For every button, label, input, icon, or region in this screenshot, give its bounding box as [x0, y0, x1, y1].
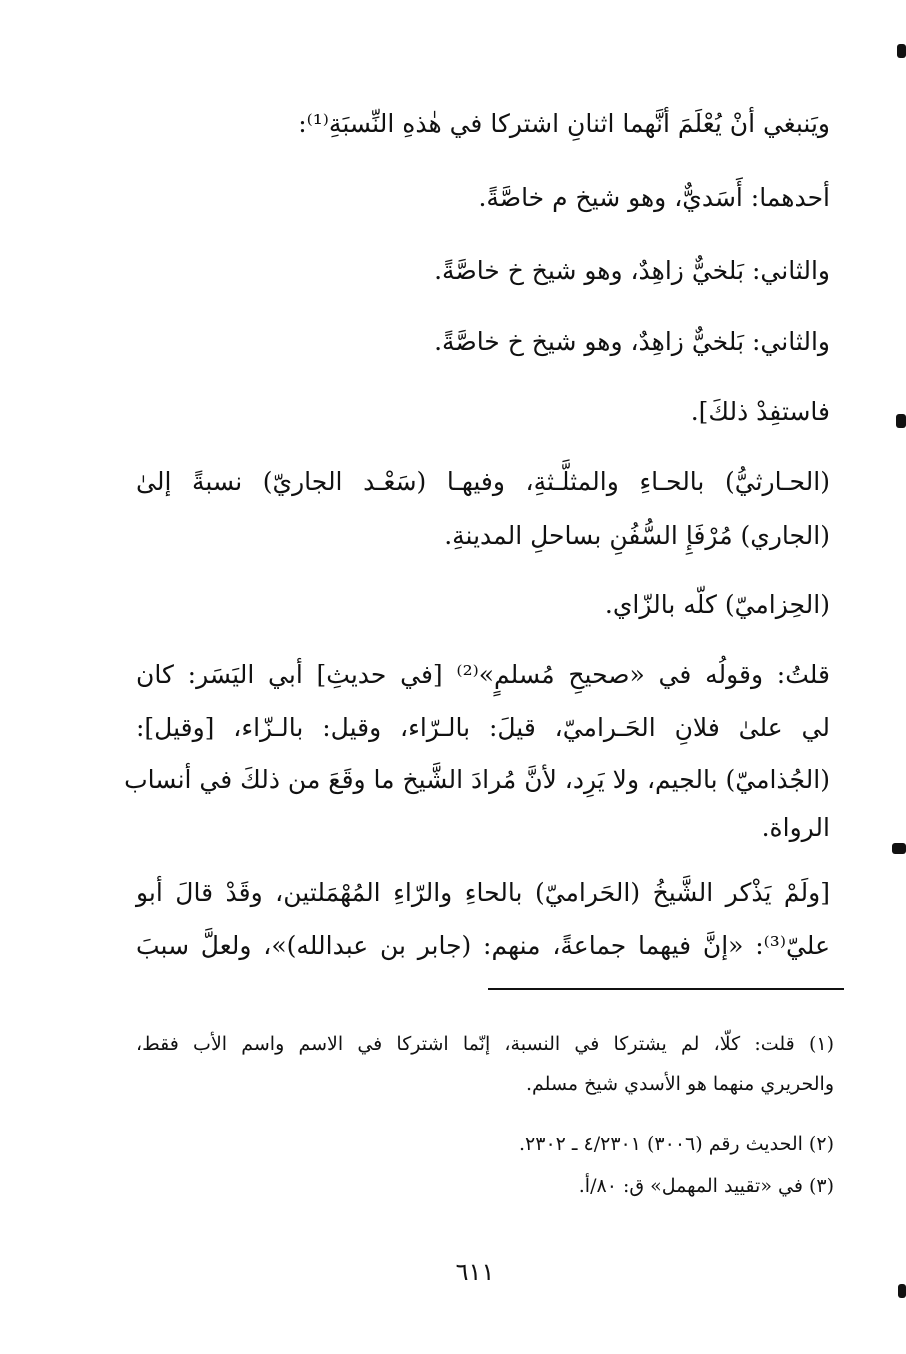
text-line: (الجاري) مُرْفَإِ السُّفُنِ بساحلِ المدينةِ. — [444, 521, 830, 550]
text-line: (الحِزاميّ) كلّه بالزّاي. — [604, 590, 830, 619]
footnote-line: (١) قلت: كلّا، لم يشتركا في النسبة، إنّما اشتركا في الاسم واسم الأب فقط، — [136, 1033, 834, 1055]
text-line: ويَنبغي أنْ يُعْلَمَ أنَّهما اثنانِ اشتركا في هٰذهِ النِّسبَةِ⁽¹⁾: — [298, 109, 830, 138]
text-line: (الجُذاميّ) بالجيم، ولا يَرِد، لأنَّ مُرادَ الشَّيخ ما وقَعَ من ذلكَ في أنساب — [124, 765, 830, 794]
text-line: والثاني: بَلخيٌّ زاهِدٌ، وهو شيخ خ خاصَّةً. — [434, 256, 830, 285]
footnote-line: (٣) في «تقييد المهمل» ق: ٨٠/أ. — [578, 1175, 834, 1197]
text-line: عليّ⁽³⁾: «إنَّ فيهما جماعةً، منهم: (جابر بن عبدالله)»، ولعلَّ سببَ — [136, 931, 830, 960]
text-line: والثاني: بَلخيٌّ زاهِدٌ، وهو شيخ خ خاصَّةً. — [434, 327, 830, 356]
scan-edge-mark — [898, 1284, 906, 1298]
text-line: أحدهما: أَسَديٌّ، وهو شيخ م خاصَّةً. — [478, 183, 830, 212]
text-line: الرواة. — [761, 813, 830, 842]
text-line: (الحـارثيُّ) بالحـاءِ والمثلَّـثةِ، وفيهـا (سَعْـد الجاريّ) نسبةً إلىٰ — [136, 467, 830, 496]
page-number: ٦١١ — [455, 1258, 495, 1286]
scan-edge-mark — [897, 44, 906, 58]
text-line: [ولَمْ يَذْكر الشَّيخُ (الحَراميّ) بالحاءِ والرّاءِ المُهْمَلتين، وقَدْ قالَ أبو — [136, 878, 830, 907]
footnote-line: (٢) الحديث رقم (٣٠٠٦) ٤/٢٣٠١ ـ ٢٣٠٢. — [519, 1133, 834, 1155]
text-line: لي علىٰ فلانِ الحَـراميّ، قيلَ: بالـرّاء، وقيل: بالـزّاء، [وقيل]: — [136, 713, 830, 742]
footnote-separator — [488, 988, 844, 990]
text-line: فاستفِدْ ذلكَ]. — [690, 397, 830, 426]
footnote-line: والحريري منهما هو الأسدي شيخ مسلم. — [525, 1073, 834, 1095]
text-line: قلتُ: وقولُه في «صحيحِ مُسلمٍ»⁽²⁾ [في حديثِ] أبي اليَسَر: كان — [136, 660, 830, 689]
scan-edge-mark — [896, 414, 906, 428]
scan-edge-mark — [892, 843, 906, 854]
